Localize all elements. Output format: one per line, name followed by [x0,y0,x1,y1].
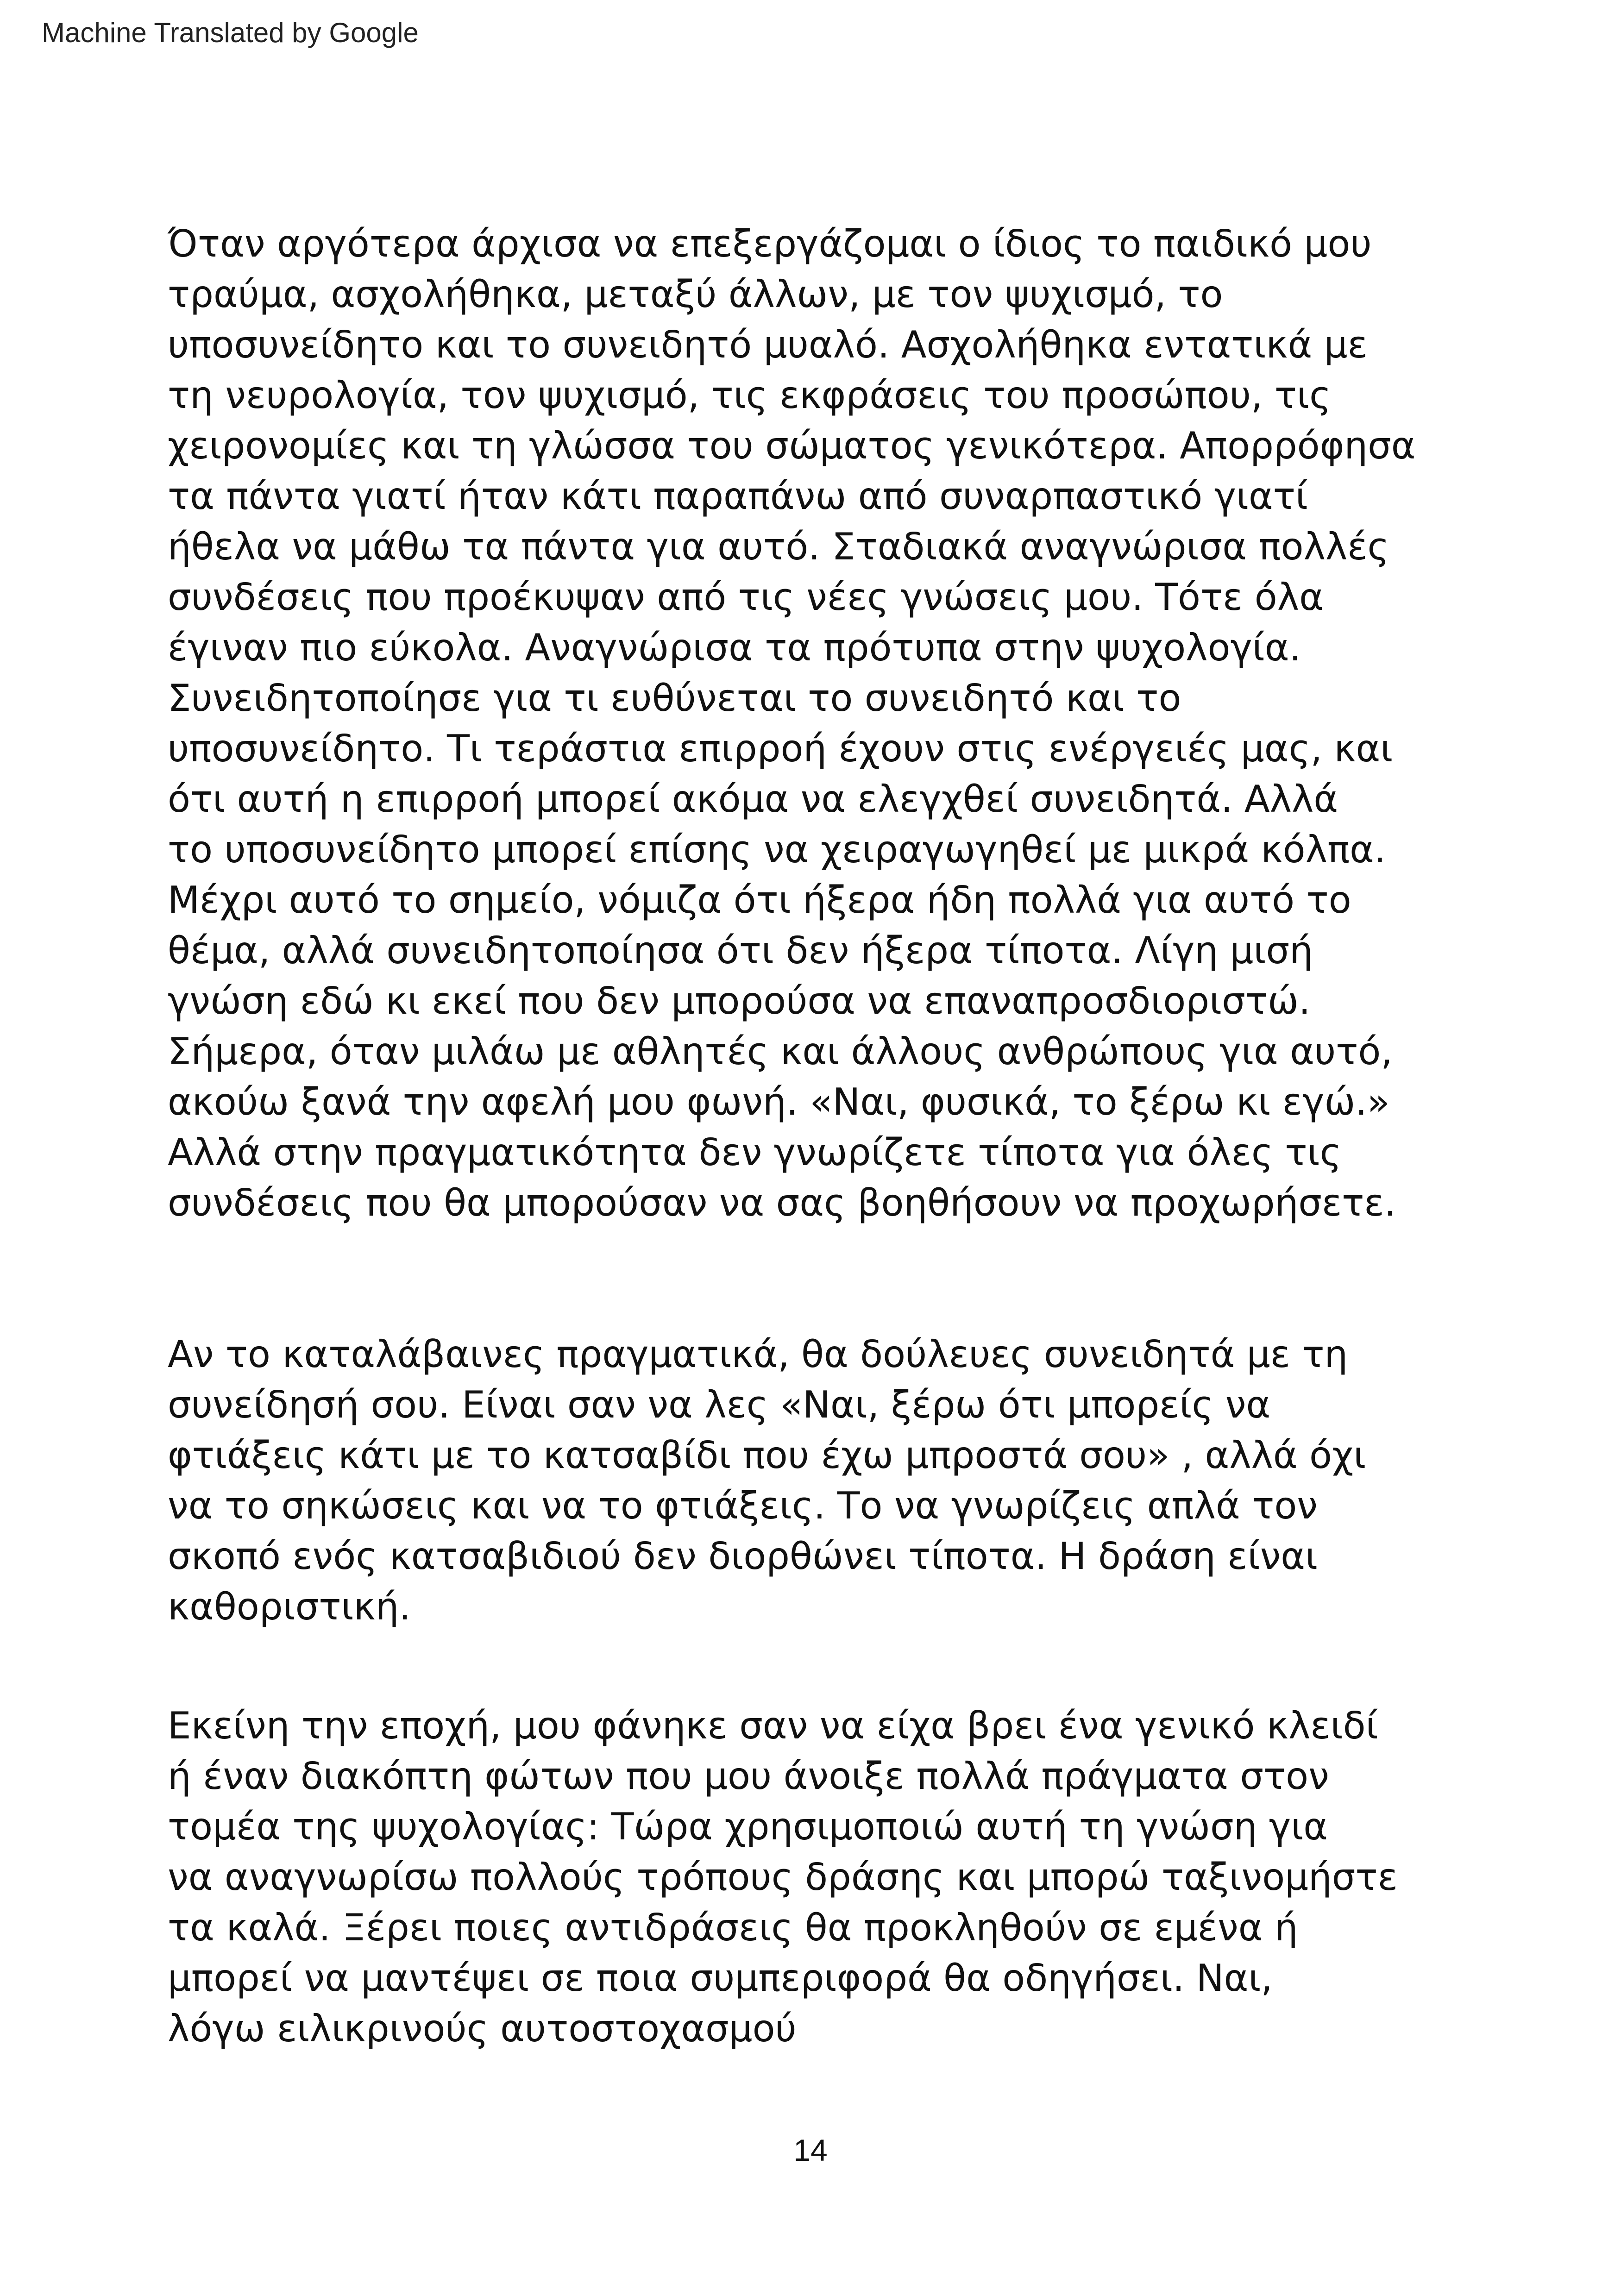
text-line: μπορεί να μαντέψει σε ποια συμπεριφορά θα οδηγήσει. Ναι, [168,1957,1273,2000]
text-line: να αναγνωρίσω πολλούς τρόπους δράσης και μπορώ ταξινομήστε [168,1856,1398,1899]
text-line: το υποσυνείδητο μπορεί επίσης να χειραγωγηθεί με μικρά κόλπα. [168,828,1386,871]
machine-translation-banner: Machine Translated by Google [42,17,419,48]
text-line: σκοπό ενός κατσαβιδιού δεν διορθώνει τίποτα. Η δράση είναι [168,1535,1318,1578]
page-number: 14 [793,2133,828,2167]
text-line: ήθελα να μάθω τα πάντα για αυτό. Σταδιακά αναγνώρισα πολλές [168,525,1389,568]
text-line: Όταν αργότερα άρχισα να επεξεργάζομαι ο ίδιος το παιδικό μου [168,222,1372,265]
text-line: Εκείνη την εποχή, μου φάνηκε σαν να είχα βρει ένα γενικό κλειδί [168,1704,1378,1747]
text-line: συνδέσεις που προέκυψαν από τις νέες γνώσεις μου. Τότε όλα [168,576,1324,619]
text-line: θέμα, αλλά συνειδητοποίησα ότι δεν ήξερα τίποτα. Λίγη μισή [168,929,1313,972]
text-line: συνείδησή σου. Είναι σαν να λες «Ναι, ξέρω ότι μπορείς να [168,1383,1271,1426]
text-line: ή έναν διακόπτη φώτων που μου άνοιξε πολλά πράγματα στον [168,1755,1329,1798]
text-line: φτιάξεις κάτι με το κατσαβίδι που έχω μπροστά σου» , αλλά όχι [168,1434,1366,1477]
text-line: χειρονομίες και τη γλώσσα του σώματος γενικότερα. Απορρόφησα [168,424,1416,467]
text-line: Μέχρι αυτό το σημείο, νόμιζα ότι ήξερα ήδη πολλά για αυτό το [168,878,1351,922]
text-line: τομέα της ψυχολογίας: Τώρα χρησιμοποιώ αυτή τη γνώση για [168,1805,1328,1848]
text-line: τα καλά. Ξέρει ποιες αντιδράσεις θα προκληθούν σε εμένα ή [168,1906,1298,1949]
text-line: να το σηκώσεις και να το φτιάξεις. Το να γνωρίζεις απλά τον [168,1484,1318,1527]
text-line: Αν το καταλάβαινες πραγματικά, θα δούλευες συνειδητά με τη [168,1333,1348,1376]
text-line: υποσυνείδητο. Τι τεράστια επιρροή έχουν στις ενέργειές μας, και [168,727,1393,770]
text-line: τα πάντα γιατί ήταν κάτι παραπάνω από συναρπαστικό γιατί [168,475,1308,518]
text-line: συνδέσεις που θα μπορούσαν να σας βοηθήσουν να προχωρήσετε. [168,1181,1396,1224]
text-line: καθοριστική. [168,1585,411,1628]
paragraph-1 [168,219,1539,1228]
text-line: έγιναν πιο εύκολα. Αναγνώρισα τα πρότυπα στην ψυχολογία. [168,626,1301,669]
paragraph-2 [168,1329,1539,1632]
paragraph-3 [168,1700,1539,2054]
text-line: ακούω ξανά την αφελή μου φωνή. «Ναι, φυσικά, το ξέρω κι εγώ.» [168,1080,1390,1123]
text-line: λόγω ειλικρινούς αυτοστοχασμού [168,2007,797,2050]
text-line: Αλλά στην πραγματικότητα δεν γνωρίζετε τίποτα για όλες τις [168,1131,1342,1174]
text-line: γνώση εδώ κι εκεί που δεν μπορούσα να επαναπροσδιοριστώ. [168,979,1311,1023]
text-line: τραύμα, ασχολήθηκα, μεταξύ άλλων, με τον ψυχισμό, το [168,273,1223,316]
text-line: Συνειδητοποίησε για τι ευθύνεται το συνειδητό και το [168,677,1181,720]
text-line: τη νευρολογία, τον ψυχισμό, τις εκφράσεις του προσώπου, τις [168,374,1332,417]
text-line: Σήμερα, όταν μιλάω με αθλητές και άλλους ανθρώπους για αυτό, [168,1030,1393,1073]
text-line: υποσυνείδητο και το συνειδητό μυαλό. Ασχολήθηκα εντατικά με [168,323,1368,366]
text-line: ότι αυτή η επιρροή μπορεί ακόμα να ελεγχθεί συνειδητά. Αλλά [168,778,1338,821]
